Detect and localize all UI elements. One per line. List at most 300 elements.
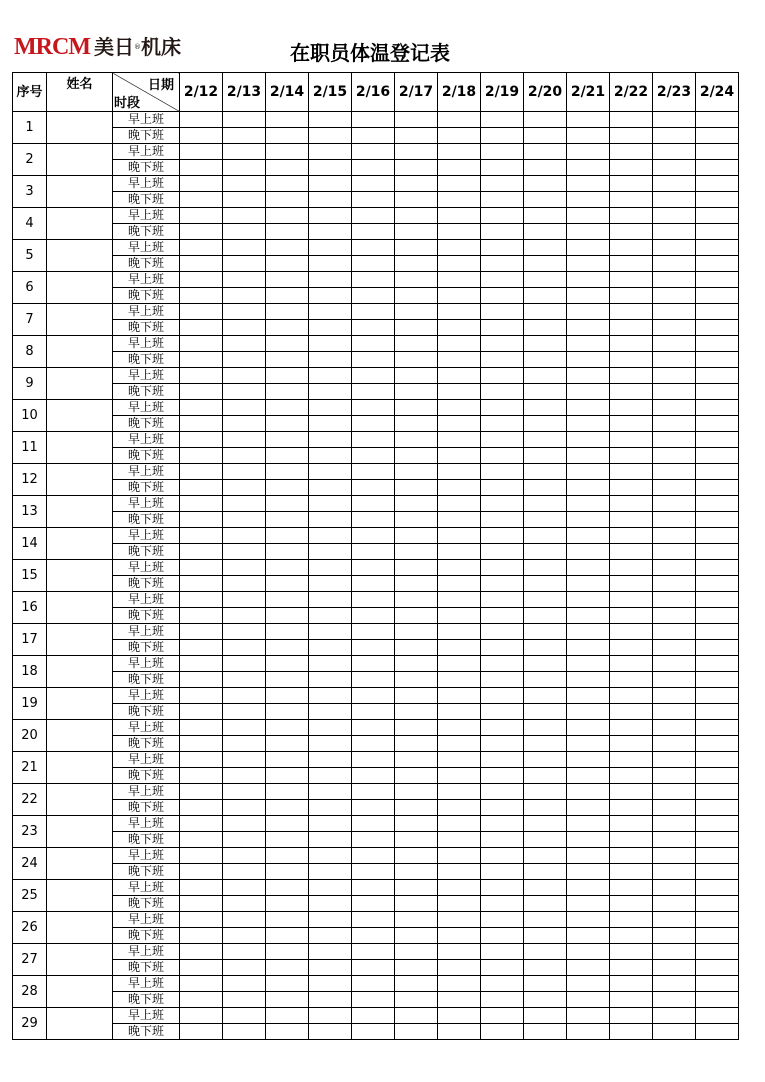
temperature-cell[interactable]: [395, 752, 438, 768]
temperature-cell[interactable]: [696, 192, 739, 208]
temperature-cell[interactable]: [180, 192, 223, 208]
temperature-cell[interactable]: [266, 944, 309, 960]
temperature-cell[interactable]: [223, 816, 266, 832]
temperature-cell[interactable]: [395, 512, 438, 528]
temperature-cell[interactable]: [696, 1024, 739, 1040]
employee-name-cell[interactable]: [47, 336, 113, 368]
temperature-cell[interactable]: [481, 768, 524, 784]
temperature-cell[interactable]: [395, 128, 438, 144]
temperature-cell[interactable]: [352, 1008, 395, 1024]
temperature-cell[interactable]: [438, 848, 481, 864]
temperature-cell[interactable]: [610, 1008, 653, 1024]
temperature-cell[interactable]: [266, 592, 309, 608]
temperature-cell[interactable]: [180, 656, 223, 672]
temperature-cell[interactable]: [352, 928, 395, 944]
temperature-cell[interactable]: [438, 1024, 481, 1040]
temperature-cell[interactable]: [524, 560, 567, 576]
temperature-cell[interactable]: [481, 576, 524, 592]
temperature-cell[interactable]: [567, 944, 610, 960]
temperature-cell[interactable]: [524, 304, 567, 320]
temperature-cell[interactable]: [223, 752, 266, 768]
temperature-cell[interactable]: [309, 848, 352, 864]
temperature-cell[interactable]: [610, 352, 653, 368]
temperature-cell[interactable]: [180, 784, 223, 800]
temperature-cell[interactable]: [309, 800, 352, 816]
temperature-cell[interactable]: [309, 672, 352, 688]
temperature-cell[interactable]: [567, 224, 610, 240]
temperature-cell[interactable]: [653, 1008, 696, 1024]
temperature-cell[interactable]: [309, 832, 352, 848]
employee-name-cell[interactable]: [47, 144, 113, 176]
temperature-cell[interactable]: [352, 256, 395, 272]
temperature-cell[interactable]: [524, 288, 567, 304]
temperature-cell[interactable]: [266, 992, 309, 1008]
temperature-cell[interactable]: [352, 640, 395, 656]
employee-name-cell[interactable]: [47, 528, 113, 560]
temperature-cell[interactable]: [610, 768, 653, 784]
employee-name-cell[interactable]: [47, 464, 113, 496]
temperature-cell[interactable]: [223, 416, 266, 432]
temperature-cell[interactable]: [481, 1008, 524, 1024]
temperature-cell[interactable]: [309, 272, 352, 288]
temperature-cell[interactable]: [352, 944, 395, 960]
temperature-cell[interactable]: [352, 624, 395, 640]
temperature-cell[interactable]: [352, 736, 395, 752]
temperature-cell[interactable]: [567, 192, 610, 208]
temperature-cell[interactable]: [309, 432, 352, 448]
temperature-cell[interactable]: [610, 288, 653, 304]
temperature-cell[interactable]: [524, 736, 567, 752]
temperature-cell[interactable]: [653, 464, 696, 480]
temperature-cell[interactable]: [524, 336, 567, 352]
temperature-cell[interactable]: [352, 832, 395, 848]
temperature-cell[interactable]: [696, 240, 739, 256]
temperature-cell[interactable]: [567, 208, 610, 224]
temperature-cell[interactable]: [352, 384, 395, 400]
temperature-cell[interactable]: [610, 848, 653, 864]
temperature-cell[interactable]: [610, 128, 653, 144]
temperature-cell[interactable]: [653, 416, 696, 432]
temperature-cell[interactable]: [395, 672, 438, 688]
temperature-cell[interactable]: [481, 512, 524, 528]
temperature-cell[interactable]: [610, 224, 653, 240]
temperature-cell[interactable]: [481, 928, 524, 944]
temperature-cell[interactable]: [524, 464, 567, 480]
temperature-cell[interactable]: [653, 512, 696, 528]
temperature-cell[interactable]: [610, 432, 653, 448]
temperature-cell[interactable]: [309, 384, 352, 400]
temperature-cell[interactable]: [223, 560, 266, 576]
temperature-cell[interactable]: [309, 240, 352, 256]
temperature-cell[interactable]: [524, 624, 567, 640]
temperature-cell[interactable]: [438, 304, 481, 320]
temperature-cell[interactable]: [180, 672, 223, 688]
temperature-cell[interactable]: [223, 240, 266, 256]
temperature-cell[interactable]: [438, 864, 481, 880]
temperature-cell[interactable]: [309, 480, 352, 496]
temperature-cell[interactable]: [223, 896, 266, 912]
temperature-cell[interactable]: [180, 576, 223, 592]
temperature-cell[interactable]: [610, 496, 653, 512]
temperature-cell[interactable]: [223, 944, 266, 960]
temperature-cell[interactable]: [524, 368, 567, 384]
temperature-cell[interactable]: [395, 768, 438, 784]
temperature-cell[interactable]: [481, 912, 524, 928]
temperature-cell[interactable]: [180, 992, 223, 1008]
temperature-cell[interactable]: [481, 816, 524, 832]
temperature-cell[interactable]: [438, 208, 481, 224]
temperature-cell[interactable]: [395, 400, 438, 416]
temperature-cell[interactable]: [610, 400, 653, 416]
temperature-cell[interactable]: [481, 672, 524, 688]
temperature-cell[interactable]: [567, 240, 610, 256]
temperature-cell[interactable]: [352, 848, 395, 864]
temperature-cell[interactable]: [610, 384, 653, 400]
temperature-cell[interactable]: [438, 112, 481, 128]
temperature-cell[interactable]: [309, 256, 352, 272]
employee-name-cell[interactable]: [47, 176, 113, 208]
temperature-cell[interactable]: [352, 272, 395, 288]
temperature-cell[interactable]: [653, 240, 696, 256]
temperature-cell[interactable]: [223, 192, 266, 208]
temperature-cell[interactable]: [395, 320, 438, 336]
temperature-cell[interactable]: [395, 192, 438, 208]
temperature-cell[interactable]: [481, 960, 524, 976]
temperature-cell[interactable]: [696, 944, 739, 960]
temperature-cell[interactable]: [266, 656, 309, 672]
temperature-cell[interactable]: [352, 464, 395, 480]
temperature-cell[interactable]: [481, 416, 524, 432]
temperature-cell[interactable]: [481, 800, 524, 816]
temperature-cell[interactable]: [567, 288, 610, 304]
temperature-cell[interactable]: [438, 784, 481, 800]
temperature-cell[interactable]: [567, 704, 610, 720]
temperature-cell[interactable]: [223, 304, 266, 320]
temperature-cell[interactable]: [180, 320, 223, 336]
temperature-cell[interactable]: [309, 752, 352, 768]
temperature-cell[interactable]: [653, 176, 696, 192]
temperature-cell[interactable]: [696, 880, 739, 896]
temperature-cell[interactable]: [481, 528, 524, 544]
temperature-cell[interactable]: [567, 608, 610, 624]
temperature-cell[interactable]: [352, 912, 395, 928]
temperature-cell[interactable]: [309, 912, 352, 928]
temperature-cell[interactable]: [223, 288, 266, 304]
temperature-cell[interactable]: [266, 464, 309, 480]
temperature-cell[interactable]: [610, 816, 653, 832]
temperature-cell[interactable]: [352, 864, 395, 880]
temperature-cell[interactable]: [481, 288, 524, 304]
temperature-cell[interactable]: [223, 768, 266, 784]
temperature-cell[interactable]: [180, 352, 223, 368]
temperature-cell[interactable]: [352, 720, 395, 736]
temperature-cell[interactable]: [352, 112, 395, 128]
temperature-cell[interactable]: [395, 912, 438, 928]
temperature-cell[interactable]: [309, 448, 352, 464]
temperature-cell[interactable]: [266, 672, 309, 688]
temperature-cell[interactable]: [223, 720, 266, 736]
temperature-cell[interactable]: [438, 192, 481, 208]
temperature-cell[interactable]: [524, 864, 567, 880]
temperature-cell[interactable]: [524, 912, 567, 928]
temperature-cell[interactable]: [223, 912, 266, 928]
temperature-cell[interactable]: [696, 352, 739, 368]
temperature-cell[interactable]: [309, 496, 352, 512]
temperature-cell[interactable]: [266, 880, 309, 896]
temperature-cell[interactable]: [180, 928, 223, 944]
temperature-cell[interactable]: [180, 560, 223, 576]
temperature-cell[interactable]: [438, 480, 481, 496]
temperature-cell[interactable]: [309, 416, 352, 432]
temperature-cell[interactable]: [524, 848, 567, 864]
temperature-cell[interactable]: [653, 368, 696, 384]
temperature-cell[interactable]: [438, 608, 481, 624]
temperature-cell[interactable]: [180, 1008, 223, 1024]
temperature-cell[interactable]: [266, 640, 309, 656]
temperature-cell[interactable]: [610, 112, 653, 128]
temperature-cell[interactable]: [223, 592, 266, 608]
temperature-cell[interactable]: [696, 816, 739, 832]
temperature-cell[interactable]: [481, 272, 524, 288]
temperature-cell[interactable]: [610, 752, 653, 768]
temperature-cell[interactable]: [223, 880, 266, 896]
temperature-cell[interactable]: [567, 912, 610, 928]
employee-name-cell[interactable]: [47, 944, 113, 976]
temperature-cell[interactable]: [481, 592, 524, 608]
temperature-cell[interactable]: [481, 624, 524, 640]
temperature-cell[interactable]: [266, 288, 309, 304]
temperature-cell[interactable]: [266, 912, 309, 928]
temperature-cell[interactable]: [696, 896, 739, 912]
temperature-cell[interactable]: [395, 816, 438, 832]
temperature-cell[interactable]: [352, 368, 395, 384]
employee-name-cell[interactable]: [47, 304, 113, 336]
temperature-cell[interactable]: [266, 720, 309, 736]
temperature-cell[interactable]: [266, 736, 309, 752]
temperature-cell[interactable]: [395, 448, 438, 464]
temperature-cell[interactable]: [180, 640, 223, 656]
temperature-cell[interactable]: [309, 320, 352, 336]
temperature-cell[interactable]: [481, 640, 524, 656]
employee-name-cell[interactable]: [47, 656, 113, 688]
temperature-cell[interactable]: [653, 752, 696, 768]
temperature-cell[interactable]: [524, 992, 567, 1008]
temperature-cell[interactable]: [438, 448, 481, 464]
temperature-cell[interactable]: [696, 160, 739, 176]
temperature-cell[interactable]: [438, 288, 481, 304]
temperature-cell[interactable]: [438, 368, 481, 384]
temperature-cell[interactable]: [567, 320, 610, 336]
temperature-cell[interactable]: [653, 272, 696, 288]
temperature-cell[interactable]: [610, 640, 653, 656]
temperature-cell[interactable]: [567, 384, 610, 400]
temperature-cell[interactable]: [481, 256, 524, 272]
temperature-cell[interactable]: [524, 880, 567, 896]
temperature-cell[interactable]: [653, 624, 696, 640]
temperature-cell[interactable]: [223, 384, 266, 400]
temperature-cell[interactable]: [395, 208, 438, 224]
temperature-cell[interactable]: [653, 224, 696, 240]
temperature-cell[interactable]: [438, 640, 481, 656]
temperature-cell[interactable]: [653, 304, 696, 320]
temperature-cell[interactable]: [266, 432, 309, 448]
temperature-cell[interactable]: [266, 496, 309, 512]
temperature-cell[interactable]: [696, 784, 739, 800]
temperature-cell[interactable]: [438, 704, 481, 720]
temperature-cell[interactable]: [266, 544, 309, 560]
temperature-cell[interactable]: [180, 336, 223, 352]
temperature-cell[interactable]: [438, 624, 481, 640]
temperature-cell[interactable]: [524, 720, 567, 736]
temperature-cell[interactable]: [481, 832, 524, 848]
temperature-cell[interactable]: [653, 784, 696, 800]
temperature-cell[interactable]: [696, 672, 739, 688]
temperature-cell[interactable]: [352, 880, 395, 896]
temperature-cell[interactable]: [696, 480, 739, 496]
temperature-cell[interactable]: [438, 528, 481, 544]
temperature-cell[interactable]: [223, 704, 266, 720]
temperature-cell[interactable]: [610, 528, 653, 544]
temperature-cell[interactable]: [266, 240, 309, 256]
temperature-cell[interactable]: [309, 464, 352, 480]
temperature-cell[interactable]: [653, 288, 696, 304]
temperature-cell[interactable]: [180, 704, 223, 720]
temperature-cell[interactable]: [696, 960, 739, 976]
temperature-cell[interactable]: [309, 608, 352, 624]
temperature-cell[interactable]: [524, 320, 567, 336]
temperature-cell[interactable]: [481, 736, 524, 752]
temperature-cell[interactable]: [352, 976, 395, 992]
temperature-cell[interactable]: [395, 160, 438, 176]
temperature-cell[interactable]: [395, 112, 438, 128]
temperature-cell[interactable]: [309, 368, 352, 384]
temperature-cell[interactable]: [266, 336, 309, 352]
temperature-cell[interactable]: [223, 1008, 266, 1024]
temperature-cell[interactable]: [696, 144, 739, 160]
temperature-cell[interactable]: [524, 480, 567, 496]
temperature-cell[interactable]: [309, 880, 352, 896]
temperature-cell[interactable]: [610, 704, 653, 720]
temperature-cell[interactable]: [567, 400, 610, 416]
temperature-cell[interactable]: [610, 976, 653, 992]
temperature-cell[interactable]: [567, 960, 610, 976]
temperature-cell[interactable]: [567, 864, 610, 880]
temperature-cell[interactable]: [653, 496, 696, 512]
temperature-cell[interactable]: [696, 976, 739, 992]
temperature-cell[interactable]: [266, 768, 309, 784]
temperature-cell[interactable]: [266, 128, 309, 144]
temperature-cell[interactable]: [524, 768, 567, 784]
temperature-cell[interactable]: [481, 976, 524, 992]
temperature-cell[interactable]: [438, 736, 481, 752]
temperature-cell[interactable]: [223, 176, 266, 192]
temperature-cell[interactable]: [352, 160, 395, 176]
temperature-cell[interactable]: [395, 928, 438, 944]
temperature-cell[interactable]: [610, 320, 653, 336]
temperature-cell[interactable]: [266, 112, 309, 128]
temperature-cell[interactable]: [524, 944, 567, 960]
temperature-cell[interactable]: [309, 896, 352, 912]
temperature-cell[interactable]: [395, 832, 438, 848]
temperature-cell[interactable]: [653, 400, 696, 416]
temperature-cell[interactable]: [395, 416, 438, 432]
temperature-cell[interactable]: [180, 288, 223, 304]
temperature-cell[interactable]: [266, 304, 309, 320]
temperature-cell[interactable]: [696, 368, 739, 384]
temperature-cell[interactable]: [438, 128, 481, 144]
temperature-cell[interactable]: [438, 976, 481, 992]
temperature-cell[interactable]: [266, 160, 309, 176]
temperature-cell[interactable]: [610, 304, 653, 320]
temperature-cell[interactable]: [653, 832, 696, 848]
temperature-cell[interactable]: [653, 848, 696, 864]
temperature-cell[interactable]: [395, 368, 438, 384]
temperature-cell[interactable]: [696, 496, 739, 512]
temperature-cell[interactable]: [309, 656, 352, 672]
temperature-cell[interactable]: [567, 592, 610, 608]
temperature-cell[interactable]: [438, 944, 481, 960]
temperature-cell[interactable]: [438, 336, 481, 352]
temperature-cell[interactable]: [352, 672, 395, 688]
temperature-cell[interactable]: [180, 128, 223, 144]
temperature-cell[interactable]: [481, 112, 524, 128]
temperature-cell[interactable]: [223, 1024, 266, 1040]
temperature-cell[interactable]: [696, 912, 739, 928]
temperature-cell[interactable]: [395, 704, 438, 720]
temperature-cell[interactable]: [696, 464, 739, 480]
temperature-cell[interactable]: [223, 784, 266, 800]
temperature-cell[interactable]: [438, 416, 481, 432]
temperature-cell[interactable]: [653, 960, 696, 976]
temperature-cell[interactable]: [180, 880, 223, 896]
temperature-cell[interactable]: [309, 784, 352, 800]
temperature-cell[interactable]: [266, 192, 309, 208]
temperature-cell[interactable]: [653, 144, 696, 160]
temperature-cell[interactable]: [395, 736, 438, 752]
temperature-cell[interactable]: [438, 384, 481, 400]
temperature-cell[interactable]: [524, 608, 567, 624]
temperature-cell[interactable]: [223, 800, 266, 816]
temperature-cell[interactable]: [481, 688, 524, 704]
temperature-cell[interactable]: [309, 288, 352, 304]
temperature-cell[interactable]: [266, 416, 309, 432]
employee-name-cell[interactable]: [47, 784, 113, 816]
temperature-cell[interactable]: [438, 464, 481, 480]
temperature-cell[interactable]: [567, 896, 610, 912]
temperature-cell[interactable]: [610, 160, 653, 176]
temperature-cell[interactable]: [180, 736, 223, 752]
temperature-cell[interactable]: [223, 320, 266, 336]
temperature-cell[interactable]: [653, 432, 696, 448]
temperature-cell[interactable]: [223, 128, 266, 144]
temperature-cell[interactable]: [696, 688, 739, 704]
temperature-cell[interactable]: [223, 864, 266, 880]
temperature-cell[interactable]: [696, 800, 739, 816]
temperature-cell[interactable]: [696, 992, 739, 1008]
temperature-cell[interactable]: [180, 544, 223, 560]
temperature-cell[interactable]: [309, 1024, 352, 1040]
temperature-cell[interactable]: [610, 544, 653, 560]
temperature-cell[interactable]: [180, 960, 223, 976]
temperature-cell[interactable]: [610, 448, 653, 464]
temperature-cell[interactable]: [309, 944, 352, 960]
temperature-cell[interactable]: [481, 384, 524, 400]
temperature-cell[interactable]: [653, 256, 696, 272]
temperature-cell[interactable]: [395, 256, 438, 272]
temperature-cell[interactable]: [481, 608, 524, 624]
temperature-cell[interactable]: [610, 736, 653, 752]
temperature-cell[interactable]: [180, 240, 223, 256]
